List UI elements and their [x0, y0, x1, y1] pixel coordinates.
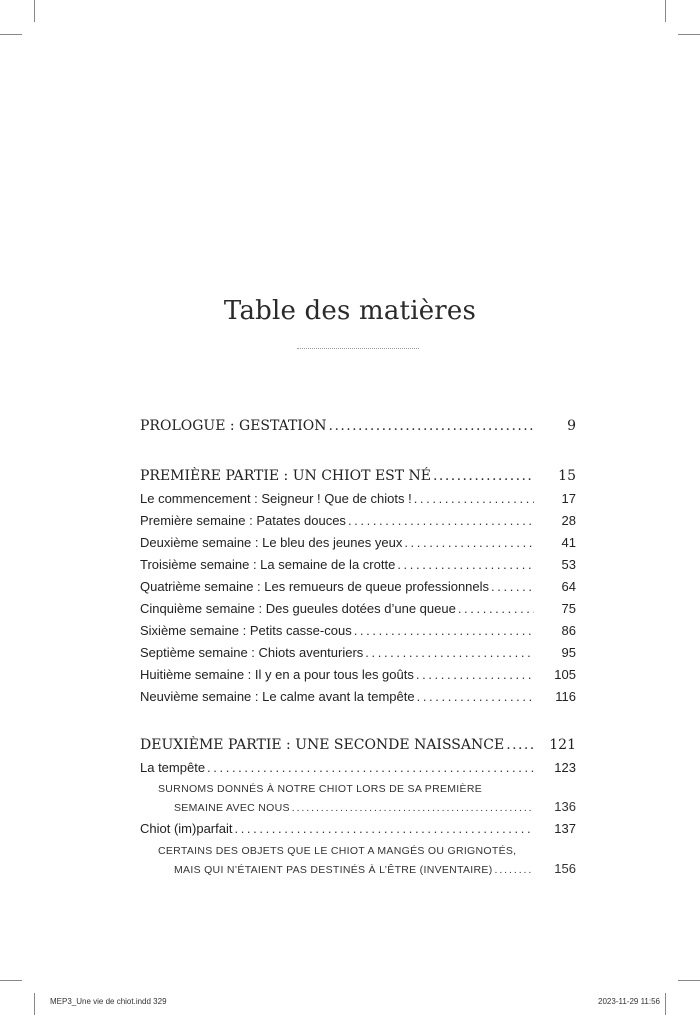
leader-dots [397, 557, 534, 572]
toc-label: PREMIÈRE PARTIE : UN CHIOT EST NÉ [140, 468, 432, 484]
toc-page: 156 [554, 861, 576, 876]
toc-page: 28 [561, 513, 576, 528]
crop-mark [665, 993, 666, 1015]
leader-dots [416, 667, 534, 682]
leader-dots [234, 821, 534, 836]
toc-chapter [140, 623, 576, 638]
toc-page: 121 [549, 737, 576, 753]
title-divider [297, 348, 419, 349]
leader-dots [404, 535, 534, 550]
toc-chapter [140, 645, 576, 660]
toc-label: SEMAINE AVEC NOUS [174, 802, 290, 814]
toc-chapter [140, 513, 576, 528]
crop-mark [34, 993, 35, 1015]
toc-subentry [174, 799, 576, 814]
toc-label: MAIS QUI N’ÉTAIENT PAS DESTINÉS À L’ÊTRE (INVENTAIRE) [174, 864, 493, 876]
leader-dots [417, 689, 534, 704]
leader-dots [433, 468, 534, 484]
toc-label: Septième semaine : Chiots aventuriers [140, 645, 364, 660]
crop-mark [665, 0, 666, 22]
toc-label: Sixième semaine : Petits casse-cous [140, 623, 352, 638]
toc-chapter [140, 557, 576, 572]
toc-label: Huitième semaine : Il y en a pour tous les goûts [140, 667, 414, 682]
toc-page: 75 [561, 601, 576, 616]
toc-page: 9 [567, 418, 576, 434]
leader-dots [414, 491, 534, 506]
leader-dots [329, 418, 534, 434]
leader-dots [506, 737, 534, 753]
crop-mark [678, 34, 700, 35]
toc-page: 15 [558, 468, 576, 484]
toc-label: Chiot (im)parfait [140, 821, 233, 836]
toc-label: Le commencement : Seigneur ! Que de chiots ! [140, 491, 412, 506]
toc-label: La tempête [140, 760, 206, 775]
toc-label: Neuvième semaine : Le calme avant la tempête [140, 689, 415, 704]
toc-chapter [140, 601, 576, 616]
leader-dots [495, 864, 534, 876]
toc-page: 137 [554, 821, 576, 836]
toc-subentry-line: SURNOMS DONNÉS À NOTRE CHIOT LORS DE SA PREMIÈRE [158, 783, 483, 795]
footer-timestamp: 2023-11-29 11:56 [598, 997, 660, 1006]
toc-page: 41 [561, 535, 576, 550]
toc-label: Quatrième semaine : Les remueurs de queue professionnels [140, 579, 490, 594]
crop-mark [678, 980, 700, 981]
leader-dots [292, 802, 534, 814]
toc-page: 17 [561, 491, 576, 506]
toc-chapter [140, 760, 576, 775]
toc-chapter [140, 491, 576, 506]
toc-page: 64 [561, 579, 576, 594]
toc-page: 105 [554, 667, 576, 682]
toc-label: Troisième semaine : La semaine de la crotte [140, 557, 396, 572]
footer-file-info: MEP3_Une vie de chiot.indd 329 [50, 997, 167, 1006]
toc-chapter [140, 667, 576, 682]
toc-page: 136 [554, 799, 576, 814]
toc-page: 95 [561, 645, 576, 660]
toc-page: 123 [554, 760, 576, 775]
toc-page: 116 [555, 689, 576, 704]
leader-dots [365, 645, 534, 660]
toc-page: 53 [561, 557, 576, 572]
leader-dots [354, 623, 534, 638]
toc-chapter [140, 535, 576, 550]
toc-part-2 [140, 737, 576, 753]
leader-dots [458, 601, 534, 616]
toc-label: Cinquième semaine : Des gueules dotées d’une queue [140, 601, 456, 616]
toc-subentry-line: CERTAINS DES OBJETS QUE LE CHIOT A MANGÉS OU GRIGNOTÉS, [158, 845, 517, 857]
toc-subentry [174, 861, 576, 876]
leader-dots [491, 579, 534, 594]
crop-mark [0, 34, 22, 35]
toc-chapter [140, 689, 576, 704]
toc-label: PROLOGUE : GESTATION [140, 418, 327, 434]
page-title: Table des matières [223, 296, 477, 326]
toc-prologue [140, 418, 576, 434]
crop-mark [0, 980, 22, 981]
leader-dots [348, 513, 534, 528]
toc-page: 86 [561, 623, 576, 638]
toc-label: DEUXIÈME PARTIE : UNE SECONDE NAISSANCE [140, 737, 505, 753]
toc-chapter [140, 579, 576, 594]
toc-label: Deuxième semaine : Le bleu des jeunes yeux [140, 535, 403, 550]
toc-chapter [140, 821, 576, 836]
toc-label: Première semaine : Patates douces [140, 513, 346, 528]
toc-part-1 [140, 468, 576, 484]
leader-dots [207, 760, 534, 775]
crop-mark [34, 0, 35, 22]
